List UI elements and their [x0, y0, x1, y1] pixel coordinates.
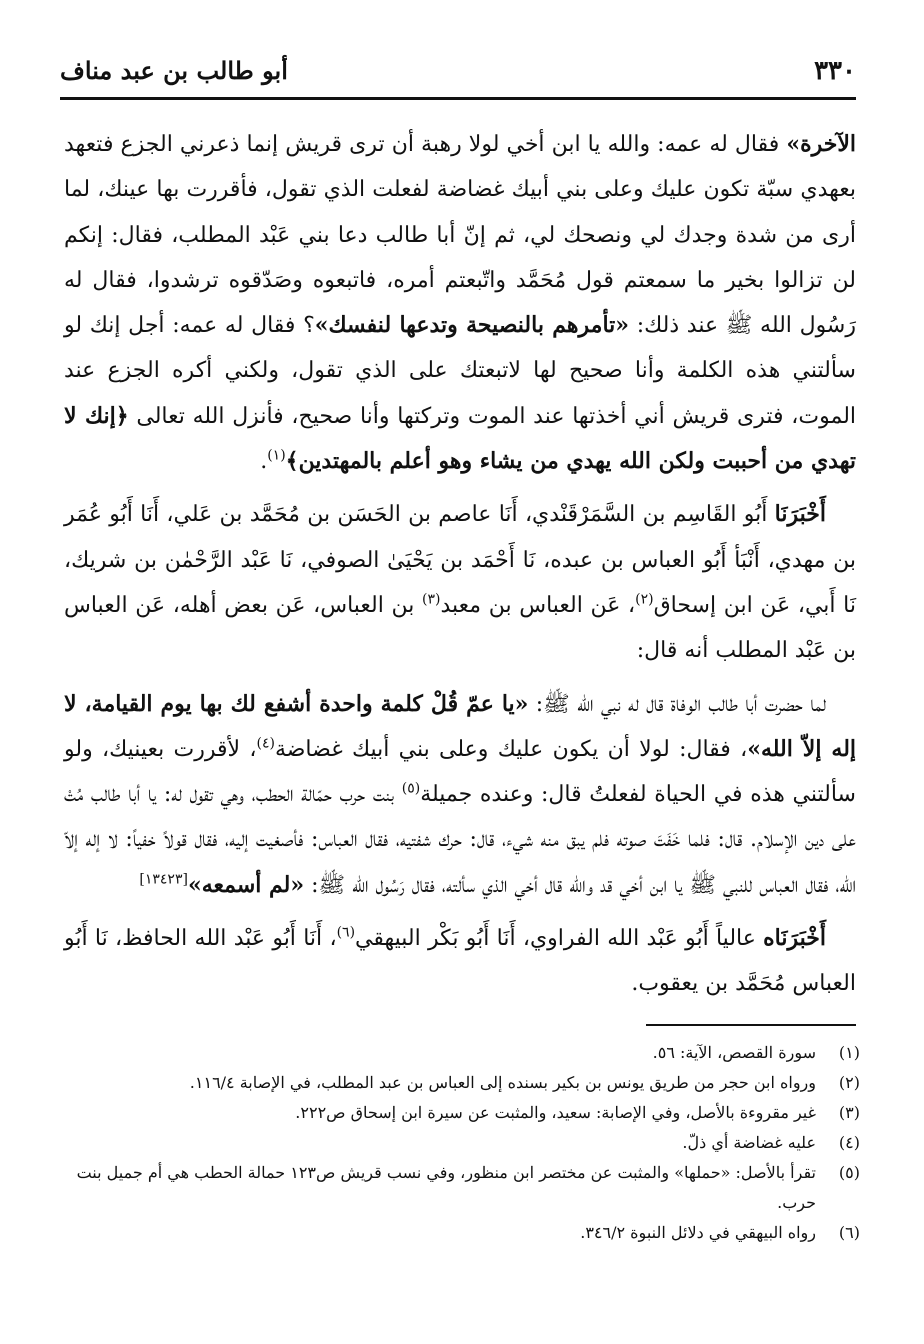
- footnote-number: (٦): [838, 1223, 860, 1242]
- footnote-marker: (٣): [422, 591, 441, 608]
- footnote-item: [64, 1068, 860, 1098]
- text-run: ، عَن العباس بن معبد: [440, 592, 636, 618]
- main-text: [64, 122, 856, 1007]
- text-run: .: [260, 449, 268, 475]
- text-run: بن العباس، عَن بعض أهله، عَن العباس بن عَبْد المطلب أنه قال:: [64, 592, 856, 664]
- body-paragraph: [64, 122, 856, 484]
- footnote-marker: [١٣٤٢٣]: [139, 871, 188, 888]
- footnote-text: تقرأ بالأصل: «حملها» والمثبت عن مختصر ابن منظور، وفي نسب قريش ص١٢٣ حمالة الحطب هي أم جميل بنت حرب.: [76, 1163, 816, 1212]
- page-number: ٣٣٠: [814, 56, 856, 86]
- footnote-number: (٤): [838, 1133, 860, 1152]
- text-run: أَبُو القَاسِم بن السَّمَرْقَنْدي، أَنَا عاصم بن الحَسَن بن مُحَمَّد بن عَلي، أَنَا أَبُو عُمَر بن مهدي، أَنْبَأ أَبُو العباس بن عبده، نَا أَحْمَد بن يَحْيَىٰ الصوفي، نَا عَبْد الرَّحْمٰن بن شريك، نَا أَبي، عَن ابن إسحاق: [64, 502, 856, 618]
- footnote-text: رواه البيهقي في دلائل النبوة ٣٤٦/٢.: [580, 1223, 816, 1242]
- text-run: ، أَنَا أَبُو عَبْد الله الحافظ، نَا أَبُو العباس مُحَمَّد بن يعقوب.: [64, 926, 856, 997]
- footnote-text: غير مقروءة بالأصل، وفي الإصابة: سعيد، والمثبت عن سيرة ابن إسحاق ص٢٢٢.: [295, 1103, 816, 1122]
- footnote-number: (١): [838, 1043, 860, 1062]
- text-run: عالياً أَبُو عَبْد الله الفراوي، أَنَا أَبُو بَكْر البيهقي: [355, 926, 764, 952]
- emphasized-text: أَخْبَرَنَا: [774, 501, 826, 528]
- emphasized-text: الآخرة»: [786, 131, 856, 157]
- emphasized-text: «لم أسمعه»: [187, 871, 305, 898]
- body-paragraph: [64, 682, 856, 908]
- footnote-number: (٣): [838, 1103, 860, 1122]
- emphasized-text: «يا عمّ قُلْ كلمة واحدة أشفع لك بها يوم القيامة، لا إله إلاّ الله»: [64, 690, 857, 762]
- text-run: ، لأقررت بعينيك، ولو سألتني هذه في الحياة لفعلتُ قال: وعنده جميلة: [64, 736, 856, 808]
- footnote-item: [64, 1218, 860, 1248]
- footnote-item: [64, 1098, 860, 1128]
- body-paragraph: [64, 916, 856, 1007]
- footnote-marker: (٤): [256, 735, 275, 752]
- footnote-marker: (٢): [635, 591, 654, 608]
- footnote-item: [64, 1128, 860, 1158]
- text-run: بنت حرب حمّالة الحطب، وهي تقول له: يا أبا طالب مُتْ على دين الإسلام. قال: فلما خَفَتَ صوته فلم يبق منه شيء، قال: حرك شفتيه، فقال العباس: فأصغيت إليه، فقال قولاً خفياً: لا إله إلاّ الله، فقال العباس للنبي ﷺ يا ابن أخي قد والله قال أخي الذي سألته، فقال رَسُول الله ﷺ:: [64, 782, 857, 898]
- emphasized-text: ﴿إنك لا تهدي من أحببت ولكن الله يهدي من يشاء وهو أعلم بالمهتدين﴾: [64, 402, 856, 475]
- footnote-item: [64, 1158, 860, 1218]
- footnote-item: [64, 1038, 860, 1068]
- emphasized-text: أَخْبَرَنَاه: [763, 925, 826, 952]
- footnote-text: سورة القصص، الآية: ٥٦.: [652, 1043, 816, 1062]
- footnote-marker: (٦): [336, 924, 356, 941]
- footnote-number: (٢): [838, 1073, 860, 1092]
- footnote-marker: (٥): [401, 780, 421, 797]
- footnote-number: (٥): [838, 1163, 860, 1182]
- text-run: ؟ فقال له عمه: أجل إنك لو سألتني هذه الكلمة وأنا صحيح لها لاتبعتك على الذي تقول، ولكني أكره الجزع عند الموت، فترى قريش أني أخذتها عند الموت وتركتها وأنا صحيح، فأنزل الله تعالى: [64, 313, 857, 429]
- footnotes: [64, 1038, 860, 1248]
- emphasized-text: «تأمرهم بالنصيحة وتدعها لنفسك»: [314, 312, 630, 339]
- footnote-text: عليه غضاضة أي ذلّ.: [682, 1133, 816, 1152]
- header-rule: [60, 97, 856, 100]
- page-header: [60, 56, 856, 90]
- running-title: أبو طالب بن عبد مناف: [60, 56, 288, 85]
- body-paragraph: [64, 492, 856, 673]
- footnote-separator: [646, 1024, 856, 1026]
- text-run: فقال له عمه: والله يا ابن أخي لولا رهبة أن ترى قريش إنما ذعرني الجزع فتعهد بعهدي سبّة تكون عليك وعلى بني أبيك غضاضة لفعلت الذي تقول، فأقررت بها عينك، لما أرى من شدة وجدك لي ونصحك لي، ثم إنّ أبا طالب دعا بني عَبْد المطلب، فقال: إنكم لن تزالوا بخير ما سمعتم قول مُحَمَّد واتّبعتم أمره، فاتبعوه وصَدّقوه ترشدوا، فقال له رَسُول الله ﷺ عند ذلك:: [64, 132, 856, 339]
- text-run: ، فقال: لولا أن يكون عليك وعلى بني أبيك غضاضة: [274, 736, 748, 762]
- text-run: لما حضرت أبا طالب الوفاة قال له نبي الله ﷺ:: [528, 691, 827, 717]
- footnote-text: ورواه ابن حجر من طريق يونس بن بكير بسنده إلى العباس بن عبد المطلب، في الإصابة ١١٦/٤.: [189, 1073, 816, 1092]
- footnote-marker: (١): [267, 447, 286, 464]
